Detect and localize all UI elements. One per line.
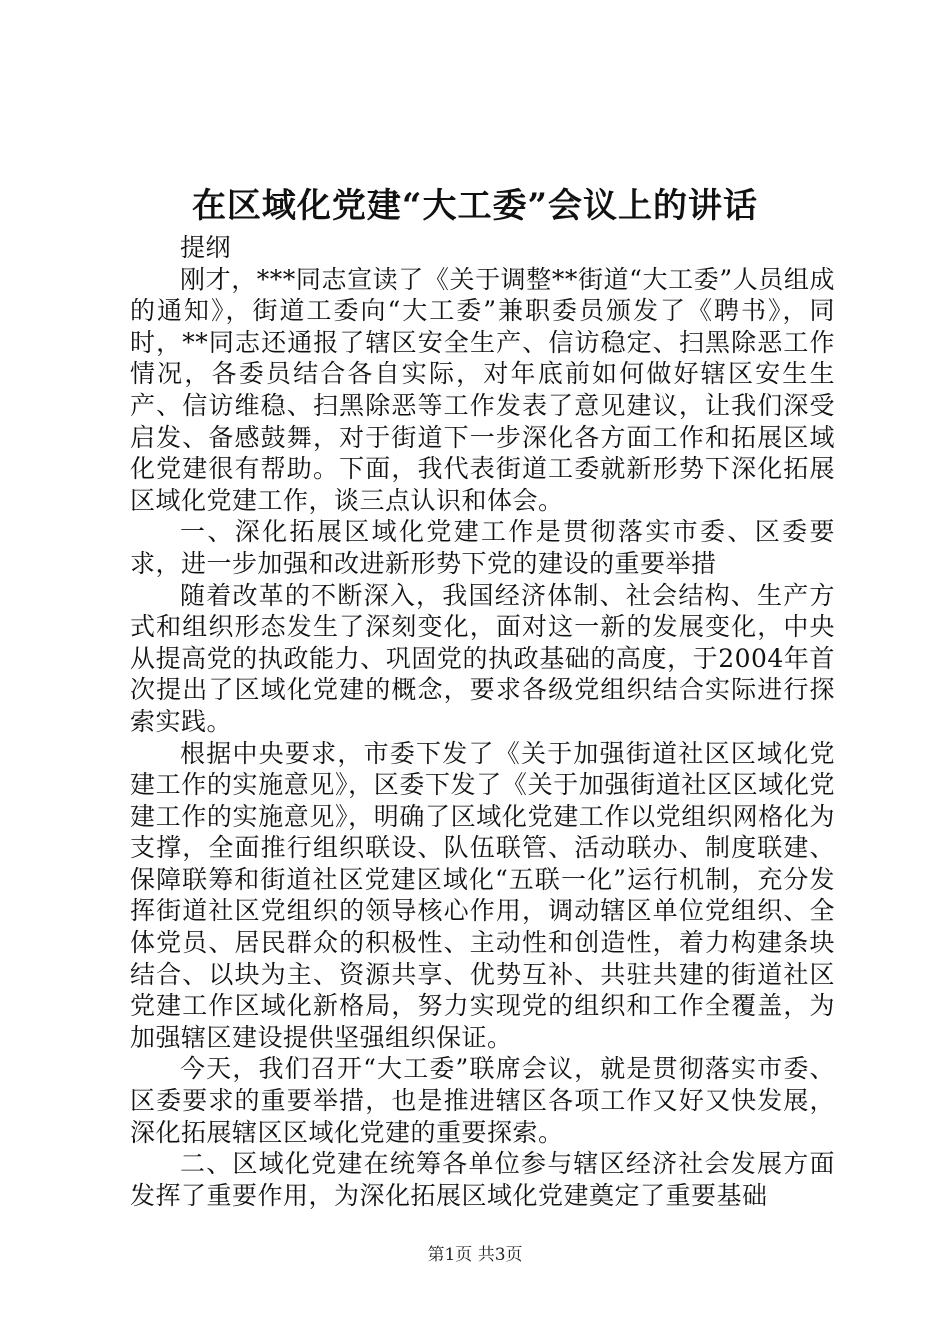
paragraph-outline: 提纲 [180, 233, 232, 262]
section-heading-2: 二、区域化党建在统筹各单位参与辖区经济社会发展方面发挥了重要作用，为深化拓展区域化党建奠定了重要基础 [130, 1149, 835, 1210]
document-body [130, 232, 835, 1211]
paragraph-requirements: 根据中央要求，市委下发了《关于加强街道社区区域化党建工作的实施意见》，区委下发了《关于加强街道社区区域化党建工作的实施意见》，明确了区域化党建工作以党组织网格化为支撑，全面推行组织联设、队伍联管、活动联办、制度联建、保障联筹和街道社区党建区域化“五联一化”运行机制，充分发挥街道社区党组织的领导核心作用，调动辖区单位党组织、全体党员、居民群众的积极性、主动性和创造性，着力构建条块结合、以块为主、资源共享、优势互补、共驻共建的街道社区党建工作区域化新格局，努力实现党的组织和工作全覆盖，为加强辖区建设提供坚强组织保证。 [130, 738, 835, 1052]
document-title: 在区域化党建“大工委”会议上的讲话 [191, 186, 759, 226]
paragraph-reform: 随着改革的不断深入，我国经济体制、社会结构、生产方式和组织形态发生了深刻变化，面对这一新的发展变化，中央从提高党的执政能力、巩固党的执政基础的高度，于2004年首次提出了区域化党建的概念，要求各级党组织结合实际进行探索实践。 [130, 580, 835, 736]
page-footer: 第1页 共3页 [427, 1245, 523, 1265]
paragraph-meeting: 今天，我们召开“大工委”联席会议，就是贯彻落实市委、区委要求的重要举措，也是推进辖区各项工作又好又快发展，深化拓展辖区区域化党建的重要探索。 [130, 1054, 835, 1147]
paragraph-intro: 刚才，***同志宣读了《关于调整**街道“大工委”人员组成的通知》，街道工委向“大工委”兼职委员颁发了《聘书》，同时，**同志还通报了辖区安全生产、信访稳定、扫黑除恶工作情况，各委员结合各自实际，对年底前如何做好辖区安生生产、信访维稳、扫黑除恶等工作发表了意见建议，让我们深受启发、备感鼓舞，对于街道下一步深化各方面工作和拓展区域化党建很有帮助。下面，我代表街道工委就新形势下深化拓展区域化党建工作，谈三点认识和体会。 [130, 264, 835, 515]
section-heading-1: 一、深化拓展区域化党建工作是贯彻落实市委、区委要求，进一步加强和改进新形势下党的建设的重要举措 [130, 517, 835, 578]
